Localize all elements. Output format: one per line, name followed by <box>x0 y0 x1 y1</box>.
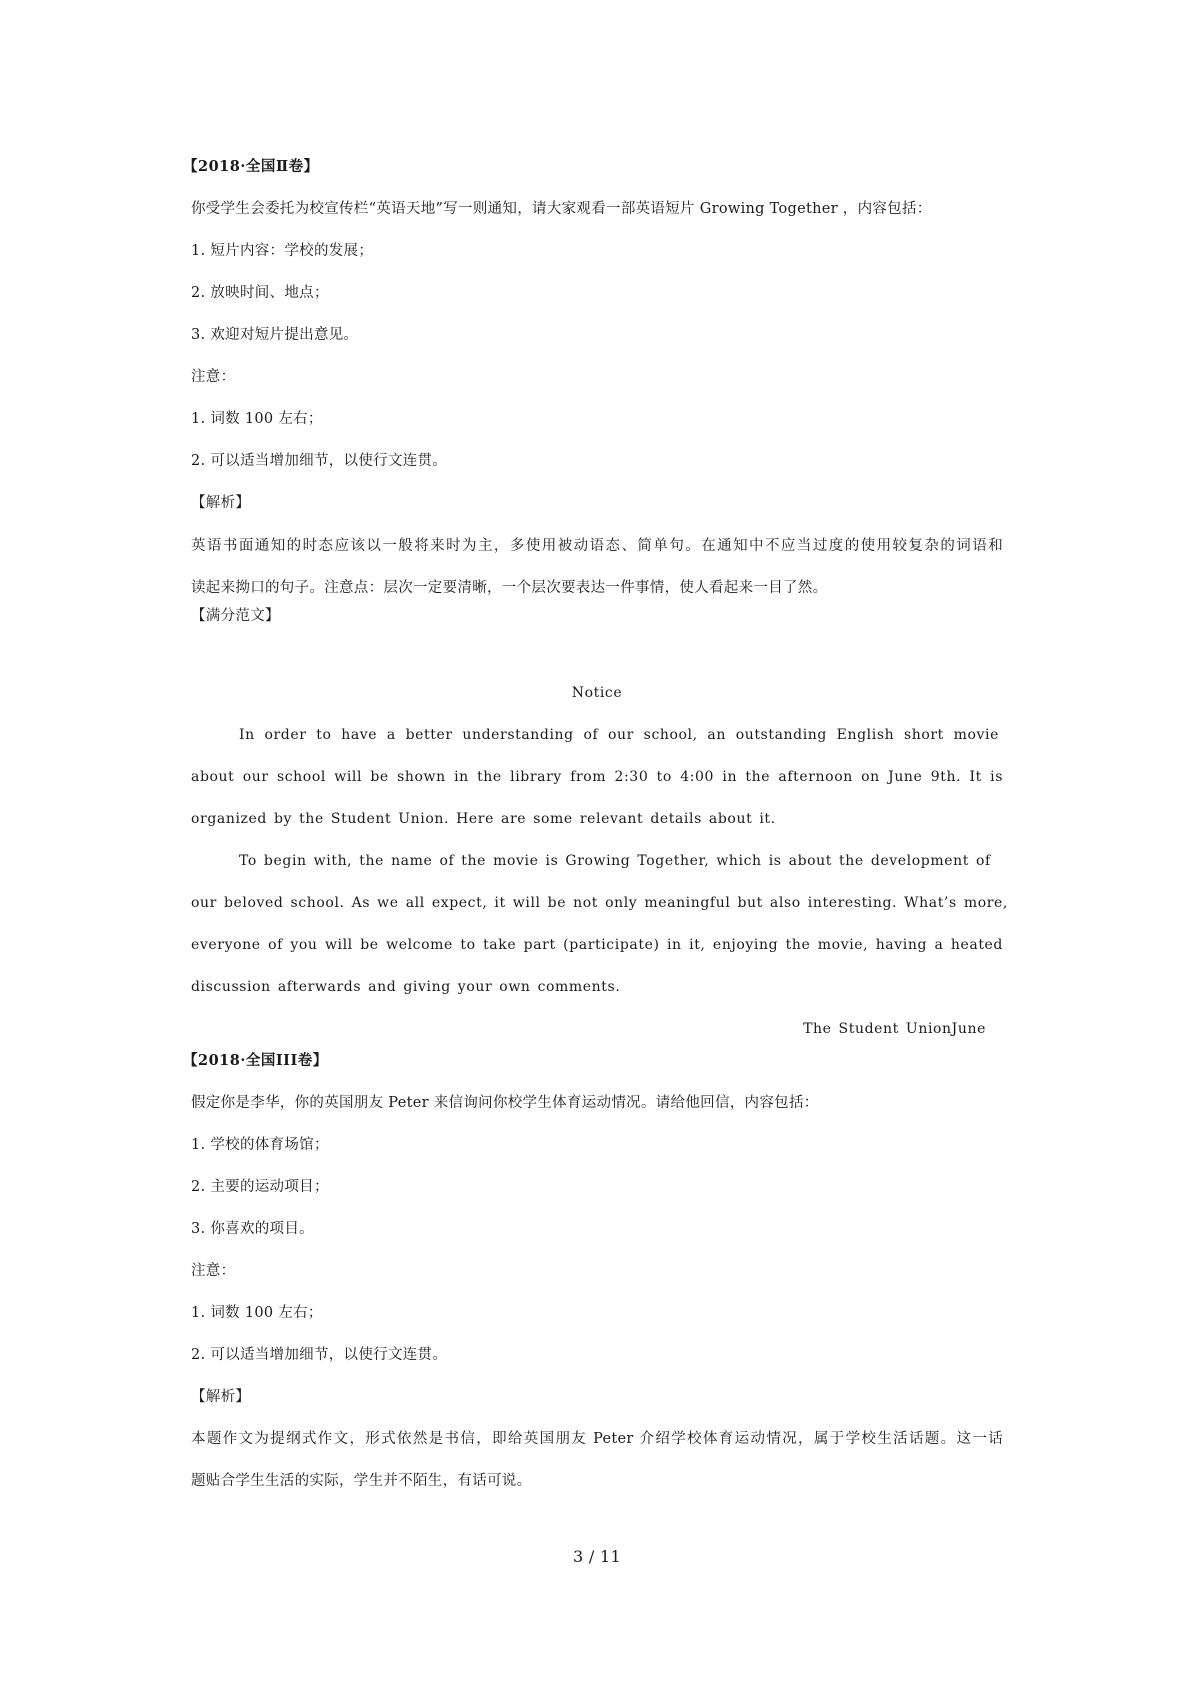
essay-signature: The Student UnionJune <box>803 1021 986 1037</box>
section2-note-1: 1. 词数 100 左右； <box>191 1305 323 1321</box>
page-number: 3 / 11 <box>573 1547 621 1566</box>
section2-item-2: 2. 主要的运动项目； <box>191 1179 329 1195</box>
section1-prompt: 你受学生会委托为校宣传栏“英语天地”写一则通知，请大家观看一部英语短片 Growing Together ，内容包括： <box>191 201 932 217</box>
section2-note-label: 注意： <box>191 1263 236 1279</box>
section1-analysis-line-1: 英语书面通知的时态应该以一般将来时为主，多使用被动语态、简单句。在通知中不应当过度的使用较复杂的词语和 <box>191 538 1003 554</box>
section1-note-1: 1. 词数 100 左右； <box>191 411 323 427</box>
essay-line-5: our beloved school. As we all expect, it will be not only meaningful but also interesting. What’s more, <box>191 895 1008 911</box>
section1-model-label: 【满分范文】 <box>191 608 280 624</box>
section1-heading: 【2018·全国Ⅱ卷】 <box>183 158 319 175</box>
essay-line-1: In order to have a better understanding of our school, an outstanding English short movie <box>239 727 999 743</box>
section2-analysis-label: 【解析】 <box>191 1389 251 1405</box>
section2-note-2: 2. 可以适当增加细节，以使行文连贯。 <box>191 1347 448 1363</box>
section1-item-2: 2. 放映时间、地点； <box>191 285 329 301</box>
essay-title: Notice <box>571 685 623 701</box>
section2-item-3: 3. 你喜欢的项目。 <box>191 1221 314 1237</box>
section2-analysis-line-1: 本题作文为提纲式作文，形式依然是书信，即给英国朋友 Peter 介绍学校体育运动情况，属于学校生活话题。这一话 <box>191 1431 1003 1447</box>
section1-item-3: 3. 欢迎对短片提出意见。 <box>191 327 359 343</box>
section2-heading: 【2018·全国III卷】 <box>183 1052 328 1069</box>
section2-item-1: 1. 学校的体育场馆； <box>191 1137 329 1153</box>
essay-line-3: organized by the Student Union. Here are some relevant details about it. <box>191 811 776 827</box>
section1-note-label: 注意： <box>191 369 236 385</box>
section1-analysis-label: 【解析】 <box>191 495 251 511</box>
section1-analysis-line-2: 读起来拗口的句子。注意点：层次一定要清晰，一个层次要表达一件事情，使人看起来一目了然。 <box>191 580 828 596</box>
section1-note-2: 2. 可以适当增加细节，以使行文连贯。 <box>191 453 448 469</box>
section2-prompt: 假定你是李华，你的英国朋友 Peter 来信询问你校学生体育运动情况。请给他回信，内容包括： <box>191 1095 819 1111</box>
essay-line-2: about our school will be shown in the library from 2:30 to 4:00 in the afternoon on June 9th. It is <box>191 769 1003 785</box>
essay-line-7: discussion afterwards and giving your own comments. <box>191 979 621 995</box>
section2-analysis-line-2: 题贴合学生生活的实际，学生并不陌生，有话可说。 <box>191 1473 532 1489</box>
section1-item-1: 1. 短片内容：学校的发展； <box>191 243 374 259</box>
essay-line-6: everyone of you will be welcome to take part (participate) in it, enjoying the movie, having a heated <box>191 937 1003 953</box>
essay-line-4: To begin with, the name of the movie is Growing Together, which is about the development of <box>239 853 991 869</box>
